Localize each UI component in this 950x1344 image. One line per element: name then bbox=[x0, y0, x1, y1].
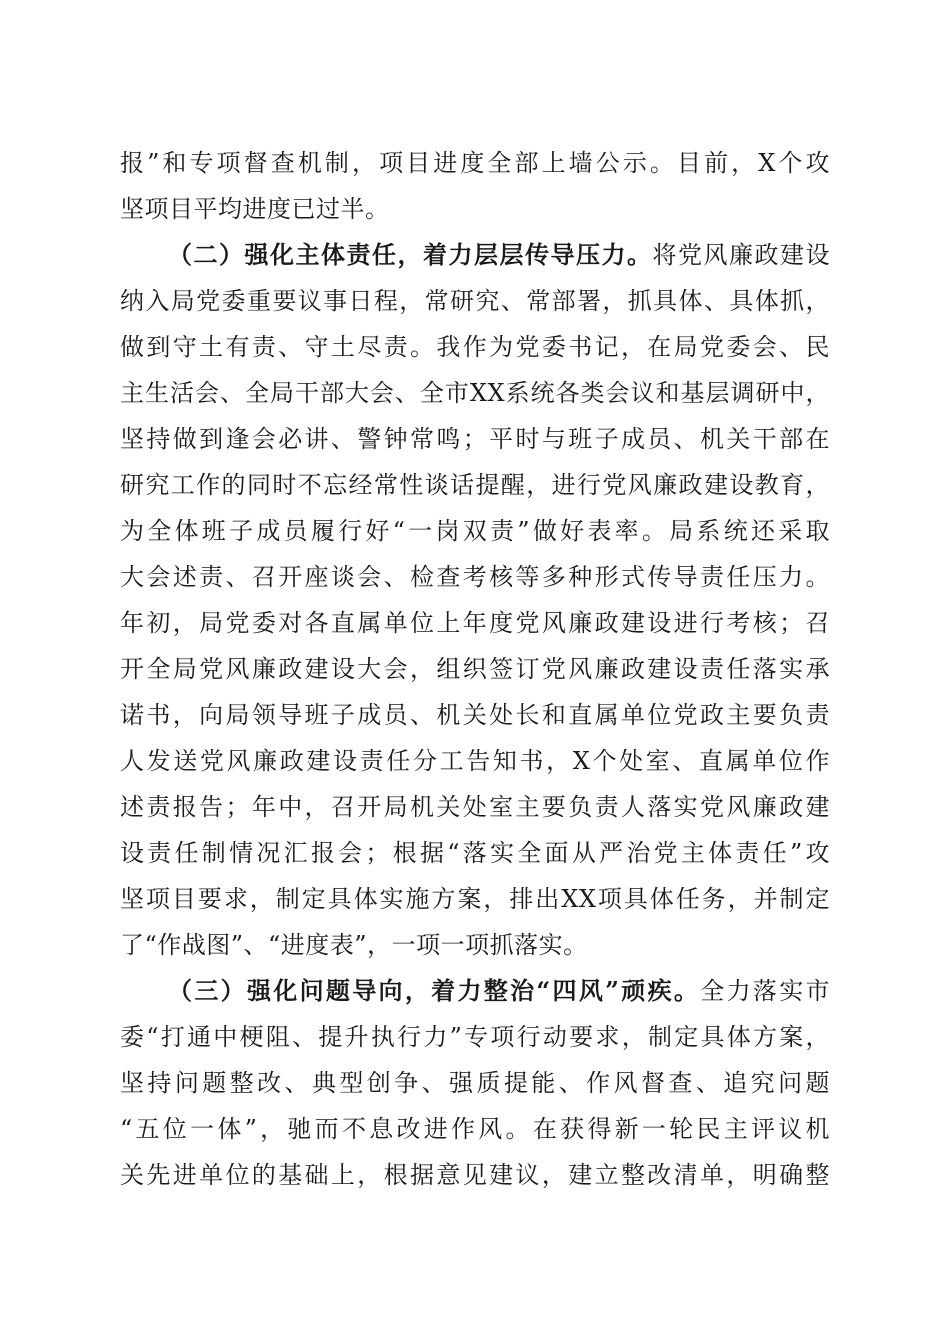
paragraph-line: 述责报告；年中，召开局机关处室主要负责人落实党风廉政建 bbox=[120, 793, 830, 821]
paragraph-line: 做到守土有责、守土尽责。我作为党委书记，在局党委会、民 bbox=[120, 333, 830, 361]
paragraph-first-line bbox=[168, 235, 830, 275]
paragraph-text: 将党风廉政建设 bbox=[652, 241, 830, 269]
paragraph-line: 设责任制情况汇报会；根据“落实全面从严治党主体责任”攻 bbox=[120, 839, 830, 867]
paragraph-line: 年初，局党委对各直属单位上年度党风廉政建设进行考核；召 bbox=[120, 609, 830, 637]
paragraph-line: 坚项目要求，制定具体实施方案，排出XX项具体任务，并制定 bbox=[120, 885, 830, 913]
paragraph-line: 了“作战图”、“进度表”，一项一项抓落实。 bbox=[120, 931, 588, 959]
section-heading: （三）强化问题导向，着力整治“四风”顽疾。 bbox=[168, 976, 701, 1005]
paragraph-text: 全力落实市 bbox=[700, 977, 830, 1005]
paragraph-line: 研究工作的同时不忘经常性谈话提醒，进行党风廉政建设教育， bbox=[120, 471, 830, 499]
paragraph-line: “五位一体”，驰而不息改进作风。在获得新一轮民主评议机 bbox=[120, 1115, 830, 1143]
section-heading: （二）强化主体责任，着力层层传导压力。 bbox=[168, 240, 653, 269]
paragraph-line: 坚项目平均进度已过半。 bbox=[120, 195, 390, 223]
paragraph-first-line bbox=[168, 971, 830, 1011]
paragraph-line: 纳入局党委重要议事日程，常研究、常部署，抓具体、具体抓， bbox=[120, 287, 830, 315]
paragraph-line: 为全体班子成员履行好“一岗双责”做好表率。局系统还采取 bbox=[120, 517, 830, 545]
paragraph-line: 人发送党风廉政建设责任分工告知书，X个处室、直属单位作 bbox=[120, 747, 830, 775]
paragraph-line: 委“打通中梗阻、提升执行力”专项行动要求，制定具体方案， bbox=[120, 1023, 830, 1051]
paragraph-line: 坚持做到逢会必讲、警钟常鸣；平时与班子成员、机关干部在 bbox=[120, 425, 830, 453]
paragraph-line: 坚持问题整改、典型创争、强质提能、作风督查、追究问题 bbox=[120, 1069, 830, 1097]
paragraph-line: 大会述责、召开座谈会、检查考核等多种形式传导责任压力。 bbox=[120, 563, 830, 591]
paragraph-line: 报”和专项督查机制，项目进度全部上墙公示。目前，X个攻 bbox=[120, 149, 830, 177]
paragraph-line: 开全局党风廉政建设大会，组织签订党风廉政建设责任落实承 bbox=[120, 655, 830, 683]
paragraph-line: 主生活会、全局干部大会、全市XX系统各类会议和基层调研中， bbox=[120, 379, 830, 407]
paragraph-line: 关先进单位的基础上，根据意见建议，建立整改清单，明确整 bbox=[120, 1161, 830, 1189]
paragraph-line: 诺书，向局领导班子成员、机关处长和直属单位党政主要负责 bbox=[120, 701, 830, 729]
